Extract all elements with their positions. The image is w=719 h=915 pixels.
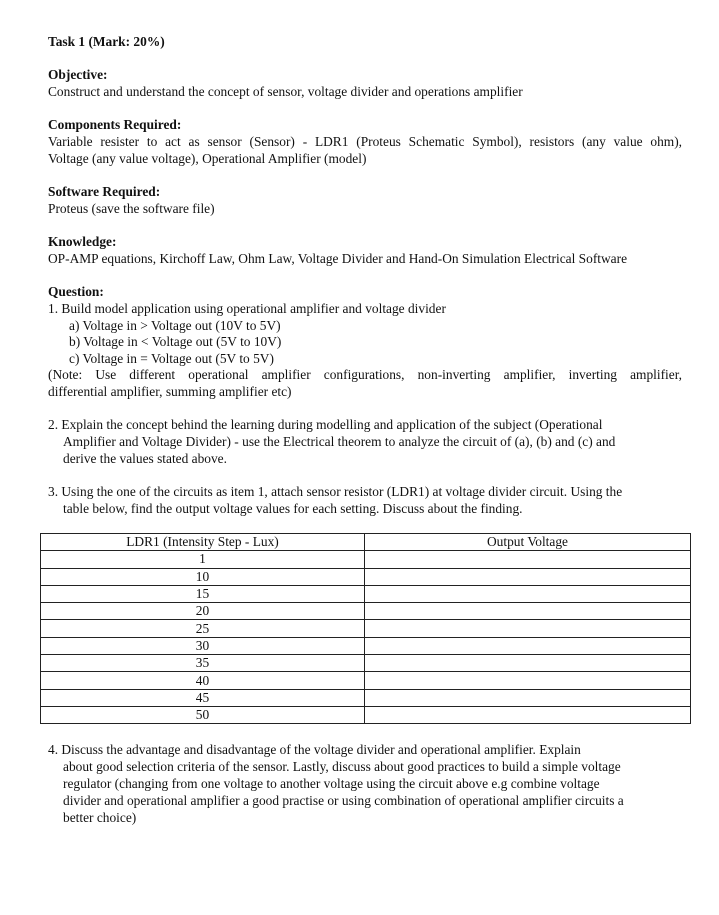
table-row (41, 706, 691, 723)
question-2-line1: 2. Explain the concept behind the learning during modelling and application of the subject (Operational (48, 417, 603, 432)
objective-text: Construct and understand the concept of sensor, voltage divider and operations amplifier (48, 84, 523, 99)
knowledge-text: OP-AMP equations, Kirchoff Law, Ohm Law, Voltage Divider and Hand-On Simulation Electrical Software (48, 251, 628, 266)
table-row (41, 620, 691, 637)
table-row (41, 637, 691, 654)
table-cell-ldr: 25 (41, 620, 365, 637)
software-text: Proteus (save the software file) (48, 201, 215, 216)
task-title: Task 1 (Mark: 20%) (48, 34, 165, 49)
table-cell-ldr: 45 (41, 689, 365, 706)
table-row (41, 655, 691, 672)
question-2-line3: derive the values stated above. (63, 451, 227, 466)
table-cell-ldr: 20 (41, 603, 365, 620)
table-cell-ldr: 40 (41, 672, 365, 689)
question-1-part-c: c) Voltage in = Voltage out (5V to 5V) (69, 351, 274, 366)
table-row (41, 568, 691, 585)
software-heading: Software Required: (48, 184, 161, 199)
table-cell-output[interactable] (365, 585, 691, 602)
table-cell-output[interactable] (365, 637, 691, 654)
question-4-line1: 4. Discuss the advantage and disadvantage of the voltage divider and operational amplifier. Explain (48, 742, 581, 757)
table-cell-output[interactable] (365, 655, 691, 672)
table-cell-output[interactable] (365, 689, 691, 706)
question-4-line3: regulator (changing from one voltage to another voltage using the circuit above e.g combine voltage (63, 776, 600, 791)
table-cell-output[interactable] (365, 568, 691, 585)
components-text-line2: Voltage (any value voltage), Operational Amplifier (model) (48, 151, 367, 166)
components-text-line1: Variable resister to act as sensor (Sensor) - LDR1 (Proteus Schematic Symbol), resistors (any value ohm), (48, 134, 682, 149)
components-heading: Components Required: (48, 117, 182, 132)
table-header-output-voltage: Output Voltage (365, 534, 691, 551)
ldr-output-table (40, 533, 691, 724)
table-cell-output[interactable] (365, 603, 691, 620)
table-cell-ldr: 50 (41, 706, 365, 723)
table-cell-output[interactable] (365, 706, 691, 723)
table-row (41, 551, 691, 568)
question-1-part-a: a) Voltage in > Voltage out (10V to 5V) (69, 318, 281, 333)
question-1-part-b: b) Voltage in < Voltage out (5V to 10V) (69, 334, 282, 349)
table-row (41, 585, 691, 602)
question-3-line2: table below, find the output voltage values for each setting. Discuss about the finding. (63, 501, 523, 516)
table-row (41, 603, 691, 620)
table-cell-ldr: 15 (41, 585, 365, 602)
question-3-line1: 3. Using the one of the circuits as item 1, attach sensor resistor (LDR1) at voltage divider circuit. Using the (48, 484, 623, 499)
question-4-line4: divider and operational amplifier a good practise or using combination of operational amplifier circuits a (63, 793, 624, 808)
table-cell-output[interactable] (365, 551, 691, 568)
question-1-note-line2: differential amplifier, summing amplifier etc) (48, 384, 292, 399)
question-1-text: 1. Build model application using operational amplifier and voltage divider (48, 301, 446, 316)
table-header-ldr: LDR1 (Intensity Step - Lux) (41, 534, 365, 551)
question-4-line2: about good selection criteria of the sensor. Lastly, discuss about good practices to build a simple voltage (63, 759, 621, 774)
question-heading: Question: (48, 284, 104, 299)
table-row (41, 689, 691, 706)
table-cell-output[interactable] (365, 672, 691, 689)
table-header-row (41, 534, 691, 551)
table-row (41, 672, 691, 689)
table-cell-output[interactable] (365, 620, 691, 637)
objective-heading: Objective: (48, 67, 108, 82)
table-cell-ldr: 10 (41, 568, 365, 585)
question-2-line2: Amplifier and Voltage Divider) - use the Electrical theorem to analyze the circuit of (a), (b) and (c) and (63, 434, 616, 449)
question-4-line5: better choice) (63, 810, 137, 825)
table-cell-ldr: 35 (41, 655, 365, 672)
table-cell-ldr: 30 (41, 637, 365, 654)
table-cell-ldr: 1 (41, 551, 365, 568)
question-1-note-line1: (Note: Use different operational amplifier configurations, non-inverting amplifier, inverting amplifier, (48, 367, 682, 382)
knowledge-heading: Knowledge: (48, 234, 117, 249)
